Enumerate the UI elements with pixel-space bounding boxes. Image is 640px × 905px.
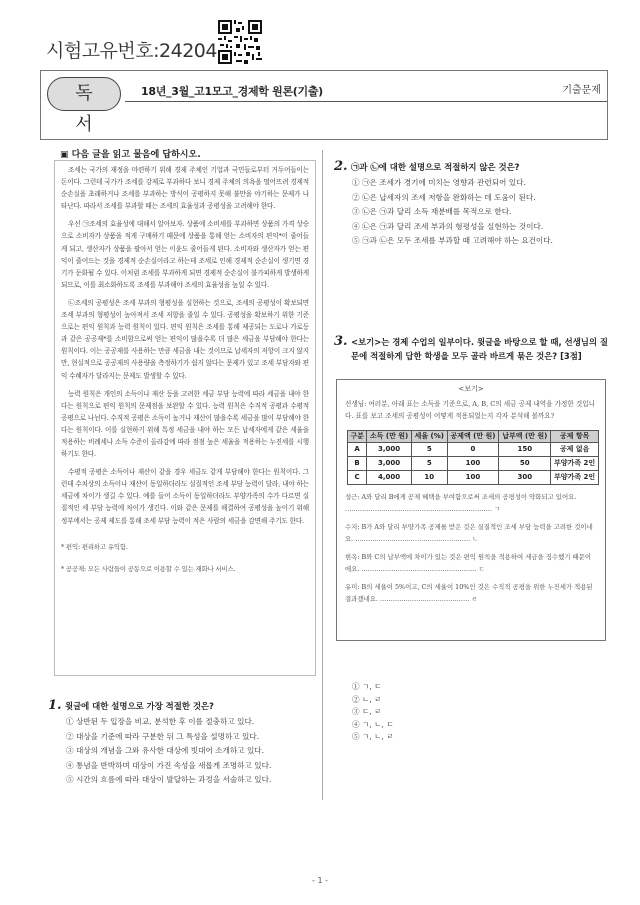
- table-header: 납부액 (만 원): [499, 431, 551, 443]
- question-text: ㉠과 ㉡에 대한 설명으로 적절하지 않은 것은?: [351, 162, 520, 172]
- question-number: 3.: [334, 334, 348, 349]
- table-cell: 공제 없음: [551, 443, 599, 457]
- table-row: [348, 457, 599, 471]
- table-cell: A: [348, 443, 367, 457]
- bogi-intro: 선생님: 여러분, 아래 표는 소득을 기준으로, A, B, C의 세금 공제 내역을 가정한 것입니다. 표를 보고 조세의 공평성이 어떻게 적용되었는지 각자 분석해 볼까요?: [345, 400, 595, 420]
- table-header-row: [348, 431, 599, 443]
- answer-option[interactable]: ① 상반된 두 입장을 비교, 분석한 후 이를 절충하고 있다.: [66, 717, 255, 726]
- student-answer: 유미: B의 세율이 5%이고, C의 세율이 10%인 것은 수직적 공평을 위한 누진세가 적용된 결과겠네요. …………………………………… ㄹ: [345, 583, 593, 603]
- answer-option[interactable]: ④ 통념을 반박하며 대상이 가진 속성을 새롭게 조명하고 있다.: [66, 760, 272, 770]
- table-cell: 150: [499, 443, 551, 457]
- table-cell: 50: [499, 457, 551, 471]
- page-number: - 1 -: [312, 876, 328, 885]
- table-row: [348, 443, 599, 457]
- column-divider: [322, 150, 323, 800]
- table-cell: 3,000: [367, 443, 412, 457]
- header-title: 18년_3월_고1모고_경제학 원론(기출): [141, 85, 323, 98]
- table-cell: 5: [412, 457, 448, 471]
- bogi-box: [336, 379, 606, 641]
- exam-id: 시험고유번호:24204: [46, 40, 217, 62]
- option-list: [334, 681, 610, 744]
- passage-paragraph: 조세는 국가의 재정을 마련하기 위해 경제 주체인 기업과 국민들로부터 거두어들이는 돈이다. 그런데 국가가 조세를 강제로 부과하다 보니 경제 주체의 의욕을 떨어뜨려 경제적 순손실을 초래하거나 조세를 부과하는 방식이 공평하지 못해 불만을 야기하는 문제가 나타난다. 따라서 조세를 부과할 때는 조세의 효율성과 공평성을 고려해야 한다.: [61, 166, 309, 211]
- qr-code-icon: [218, 20, 262, 64]
- table-cell: 부양가족 2인: [551, 471, 599, 485]
- answer-option[interactable]: ② ㄴ, ㄹ: [352, 694, 382, 704]
- question-number: 1.: [48, 698, 62, 713]
- answer-option[interactable]: ③ ㄷ, ㄹ: [352, 707, 382, 717]
- subject-badge: 독 서: [47, 77, 121, 111]
- answer-option[interactable]: ① ㄱ, ㄷ: [352, 682, 382, 691]
- table-cell: 100: [447, 471, 499, 485]
- option-list: [334, 176, 604, 249]
- answer-option[interactable]: ④ ㄱ, ㄴ, ㄷ: [352, 719, 394, 729]
- student-answer: 현옥: B와 C의 납부액에 차이가 있는 것은 편익 원칙을 적용하여 세금을 징수했기 때문이에요. ……………………………………………… ㄷ: [345, 553, 592, 573]
- student-answer: 수지: B가 A와 달리 부양가족 공제를 받은 것은 실질적인 조세 부담 능력을 고려한 것이네요. ……………………………………………… ㄴ: [345, 523, 593, 543]
- score-label: [3점]: [560, 351, 582, 361]
- tax-table: [347, 430, 599, 485]
- passage-paragraph: 우선 ㉠조세의 효율성에 대해서 알아보자. 상품에 소비세를 부과하면 상품의 가격 상승으로 소비자가 상품을 적게 구매하기 때문에 상품을 통해 얻는 소비자의 편익*이 줄어들게 되고, 생산자가 상품을 팔아서 얻는 이윤도 줄어들게 된다. 소비자와 생산자가 얻는 편익이 줄어드는 것을 경제적 순손실이라고 하는데 조세로 인해 경제적 순손실이 생기면 경기가 둔화될 수 있다. 이처럼 조세를 부과하게 되면 경제적 순손실이 불가피하게 발생하게 되므로, 이를 최소화하도록 조세를 부과해야 조세의 효율성을 높일 수 있다.: [61, 220, 309, 289]
- header-divider: [125, 101, 607, 102]
- footnote: * 공공재: 모든 사람들이 공동으로 이용할 수 있는 재화나 서비스.: [61, 564, 236, 573]
- table-header: 소득 (만 원): [367, 431, 412, 443]
- answer-option[interactable]: ⑤ 시간의 흐름에 따라 대상이 발달하는 과정을 서술하고 있다.: [66, 775, 272, 785]
- table-row: [348, 471, 599, 485]
- table-cell: 5: [412, 443, 448, 457]
- question-number: 2.: [334, 159, 348, 174]
- question-text: <보기>는 경제 수업의 일부이다. 윗글을 바탕으로 할 때, 선생님의 질문에 적절하게 답한 학생을 모두 골라 바르게 묶은 것은?: [351, 337, 608, 361]
- table-cell: 0: [447, 443, 499, 457]
- table-cell: 부양가족 2인: [551, 457, 599, 471]
- header-tag: 기출문제: [562, 85, 601, 96]
- table-cell: 100: [447, 457, 499, 471]
- answer-option[interactable]: ④ ㉡은 ㉠과 달리 조세 부과의 형평성을 실현하는 것이다.: [352, 221, 544, 231]
- answer-option[interactable]: ③ ㉡은 ㉠과 달리 소득 재분배를 목적으로 한다.: [352, 207, 512, 217]
- answer-option[interactable]: ⑤ ㉠과 ㉡은 모두 조세를 부과할 때 고려해야 하는 요건이다.: [352, 236, 553, 246]
- table-cell: C: [348, 471, 367, 485]
- table-header: 공제 항목: [551, 431, 599, 443]
- answer-option[interactable]: ② 대상을 기준에 따라 구분한 뒤 그 특성을 설명하고 있다.: [66, 731, 260, 741]
- table-cell: 3,000: [367, 457, 412, 471]
- footnote: * 편익: 편리하고 유익함.: [61, 542, 128, 551]
- table-cell: 300: [499, 471, 551, 485]
- answer-option[interactable]: ② ㉡은 납세자의 조세 저항을 완화하는 데 도움이 된다.: [352, 192, 536, 202]
- table-cell: B: [348, 457, 367, 471]
- answer-option[interactable]: ③ 대상의 개념을 그와 유사한 대상에 빗대어 소개하고 있다.: [66, 746, 265, 756]
- table-header: 구분: [348, 431, 367, 443]
- question-2: [334, 160, 604, 249]
- passage-paragraph: ㉡조세의 공평성은 조세 부과의 형평성을 실현하는 것으로, 조세의 공평성이 확보되면 조세 부과의 형평성이 높아져서 조세 저항을 줄일 수 있다. 공평성을 확보하기 위한 기준으로는 편익 원칙과 능력 원칙이 있다. 편익 원칙은 조세를 통해 제공되는 도로나 가로등과 같은 공공재*를 소비함으로써 얻는 편익이 많을수록 더 많은 세금을 부담해야 한다는 원칙이다. 이는 공공재를 사용하는 만큼 세금을 내는 것이므로 납세자의 저항이 크지 않지만, 현실적으로 공공재의 사용량을 측정하기가 쉽지 않다는 문제가 있고 조세 부담자와 편익 수혜자가 달라지는 문제도 발생할 수 있다.: [61, 298, 309, 380]
- table-cell: 4,000: [367, 471, 412, 485]
- header-box: [40, 70, 608, 140]
- passage-paragraph: 능력 원칙은 개인의 소득이나 재산 등을 고려한 세금 부담 능력에 따라 세금을 내야 한다는 원칙으로 편익 원칙의 문제점을 보완할 수 있다. 능력 원칙은 수직적 공평과 수평적 공평으로 나뉜다. 수직적 공평은 소득이 높거나 재산이 많을수록 세금을 많이 부담해야 한다는 원칙이다. 이를 실현하기 위해 특정 세금을 내야 하는 모든 납세자에게 같은 세율을 적용하는 비례세나 소득 수준이 올라감에 따라 점점 높은 세율을 적용하는 누진세를 시행하기도 한다.: [61, 389, 309, 459]
- footnotes: [61, 539, 309, 577]
- answer-option[interactable]: ⑤ ㄱ, ㄴ, ㄹ: [352, 732, 394, 742]
- passage-box: [54, 160, 316, 676]
- table-cell: 10: [412, 471, 448, 485]
- question-1: [48, 699, 318, 788]
- instruction: ▣ 다음 글을 읽고 물음에 답하시오.: [60, 150, 201, 160]
- table-header: 공제액 (만 원): [447, 431, 499, 443]
- question-text: 윗글에 대한 설명으로 가장 적절한 것은?: [65, 701, 214, 711]
- option-list: [48, 715, 318, 788]
- table-header: 세율 (%): [412, 431, 448, 443]
- student-answer: 성근: A와 달리 B에게 공제 혜택을 부여함으로써 조세의 공평성이 약화되고 있어요. …………………………………………………………… ㄱ: [345, 493, 577, 513]
- passage-paragraph: 수평적 공평은 소득이나 재산이 같을 경우 세금도 같게 부담해야 한다는 원칙이다. 그런데 수치상의 소득이나 재산이 동일하더라도 실질적인 조세 부담 능력이 달라, 내야 하는 세금에 차이가 생길 수 있다. 예를 들어 소득이 동일하더라도 부양가족의 수가 다르면 실질적인 세 부담 능력에 차이가 생긴다. 이와 같은 문제를 해결하여 공평성을 높이기 위해 정부에서는 공제 제도를 통해 조세 부담 능력이 적은 사람의 세금을 감면해 주기도 한다.: [61, 468, 309, 525]
- bogi-title: <보기>: [458, 385, 484, 393]
- answer-option[interactable]: ① ㉠은 조세가 경기에 미치는 영향과 관련되어 있다.: [352, 178, 526, 187]
